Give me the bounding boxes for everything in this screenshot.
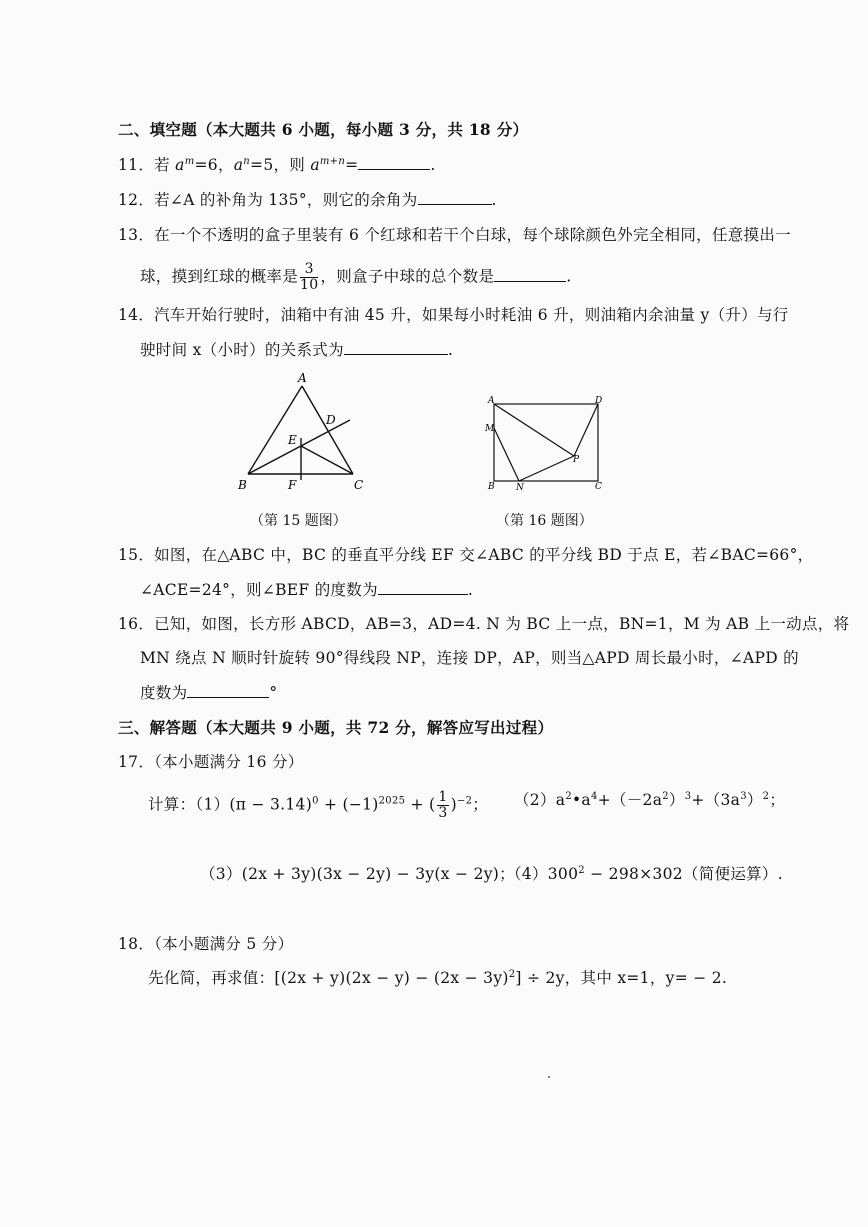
q15-end: . (467, 581, 474, 599)
q17-score: （本小题满分 16 分） (154, 753, 304, 771)
question-17 (118, 752, 304, 772)
q17-exponent: 0 (312, 795, 319, 807)
question-18 (118, 934, 293, 954)
q17-expr: ； (769, 791, 786, 809)
label-P: P (573, 455, 580, 465)
answer-blank[interactable] (418, 190, 492, 205)
answer-blank[interactable] (378, 580, 468, 595)
q14-end: . (447, 341, 454, 359)
label-D: D (326, 413, 336, 427)
segment-BD (248, 420, 350, 474)
question-16 (118, 614, 849, 634)
q17-label: 计算： (148, 795, 196, 814)
q18-exponent: 2 (508, 969, 516, 980)
q17-exponent: 2 (578, 865, 585, 876)
q17-expr: ) (450, 795, 457, 814)
label-E: E (288, 433, 297, 447)
q16-end: ° (269, 684, 278, 702)
question-17-part3 (200, 864, 515, 884)
segment-AB (248, 386, 302, 474)
q17-expr: ； (472, 795, 489, 814)
figure-15-caption: （第 15 题图） (250, 513, 347, 529)
q11-exp: m (184, 156, 195, 167)
q17-expr: （2）a (514, 791, 566, 809)
fraction-denominator: 10 (300, 277, 319, 293)
q11-text: 若 (154, 156, 176, 174)
q13-text: ，则盒子中球的总个数是 (320, 267, 495, 286)
q18-score: （本小题满分 5 分） (154, 935, 294, 953)
q11-text: = (345, 156, 359, 174)
fraction-numerator: 3 (300, 262, 318, 278)
q17-expr: +（3a (691, 791, 741, 809)
section-heading-solutions: 三、解答题（本大题共 9 小题，共 72 分，解答应写出过程） (118, 718, 554, 737)
q12-end: . (491, 191, 497, 209)
label-M: M (485, 424, 495, 434)
q11-exp: n (243, 156, 251, 167)
q17-exponent: 2025 (378, 795, 406, 807)
q16-text: 度数为 (140, 684, 188, 702)
q11-var: a (233, 156, 244, 174)
q18-expr: 先化简，再求值：[(2x + y)(2x − y) − (2x − 3y) (148, 969, 509, 987)
label-A: A (298, 371, 307, 385)
scan-speck (548, 1076, 550, 1078)
question-15-line2 (140, 580, 473, 600)
q14-text: 驶时间 x（小时）的关系式为 (140, 341, 344, 359)
q13-text: 在一个不透明的盒子里装有 6 个红球和若干个白球，每个球除颜色外完全相同，任意摸出一 (154, 226, 791, 244)
q16-text: MN 绕点 N 顺时针旋转 90°得线段 NP，连接 DP，AP，则当△APD 周长最小时，∠APD 的 (140, 649, 799, 667)
segment-NP (519, 456, 574, 481)
q17-expr: （1）(π − 3.14) (195, 795, 313, 814)
segment-AP (494, 404, 574, 456)
q13-text: 球，摸到红球的概率是 (140, 267, 299, 286)
q13-end: . (566, 267, 572, 286)
q17-exponent: −2 (456, 795, 473, 807)
q17-expr: （4）300 (506, 865, 579, 883)
fraction-numerator: 1 (438, 789, 448, 805)
q17-expr: ） (746, 791, 763, 809)
q17-expr: + (−1) (318, 795, 379, 814)
fraction (300, 262, 318, 293)
q16-text: 已知，如图，长方形 ABCD，AB=3，AD=4. N 为 BC 上一点，BN=1，M 为 AB 上一动点，将 (154, 615, 850, 633)
segment-DP (574, 404, 598, 456)
label-C: C (595, 482, 602, 492)
q17-exponent: 3 (684, 791, 692, 802)
figure-15-triangle (232, 368, 372, 496)
answer-blank[interactable] (358, 155, 430, 170)
q17-expr: （3）(2x + 3y)(3x − 2y) − 3y(x − 2y)； (200, 865, 515, 883)
q18-expr: ] ÷ 2y，其中 x=1，y= − 2. (515, 969, 728, 987)
question-14-line2 (140, 340, 453, 360)
q17-expr: − 298×302（简便运算）. (584, 865, 783, 883)
label-F: F (288, 478, 297, 492)
figure-16-caption: （第 16 题图） (496, 513, 593, 529)
question-17-part2 (514, 790, 785, 810)
answer-blank[interactable] (187, 683, 269, 698)
q11-var: a (175, 156, 185, 174)
question-11 (118, 155, 436, 175)
figure-16-rectangle (482, 392, 612, 496)
question-number: 12． (118, 191, 155, 209)
q14-text: 汽车开始行驶时，油箱中有油 45 升，如果每小时耗油 6 升，则油箱内余油量 y（升）与行 (154, 306, 789, 324)
question-number: 16． (118, 615, 155, 633)
q11-text: =5，则 (250, 156, 311, 174)
section-heading-fill-in: 二、填空题（本大题共 6 小题，每小题 3 分，共 18 分） (118, 120, 529, 139)
q17-exponent: 3 (740, 791, 747, 802)
q11-exp: m+n (319, 156, 346, 167)
q11-text: =6， (194, 156, 234, 174)
question-16-line2 (140, 648, 799, 668)
answer-blank[interactable] (344, 340, 448, 355)
q17-exponent: 2 (662, 791, 669, 802)
q15-text: 如图，在△ABC 中，BC 的垂直平分线 EF 交∠ABC 的平分线 BD 于点 E，若∠BAC=66°， (154, 546, 814, 564)
question-number: 11． (118, 156, 155, 174)
question-16-line3 (140, 683, 277, 703)
q11-var: a (310, 156, 320, 174)
question-17-part4 (506, 864, 783, 884)
q17-expr: •a (571, 791, 591, 809)
q15-text: ∠ACE=24°，则∠BEF 的度数为 (140, 581, 378, 599)
answer-blank[interactable] (494, 267, 566, 282)
question-18-body (148, 968, 727, 988)
label-N: N (516, 483, 524, 493)
question-number: 13． (118, 226, 155, 244)
q17-expr: ） (668, 791, 685, 809)
question-number: 17． (118, 753, 155, 771)
segment-MN (494, 428, 519, 481)
question-12 (118, 190, 497, 210)
rectangle-ABCD (494, 404, 598, 481)
label-A: A (488, 396, 495, 406)
question-17-part1 (148, 790, 488, 821)
q17-exponent: 2 (762, 791, 770, 802)
fraction (437, 790, 448, 821)
q17-exponent: 4 (590, 791, 598, 802)
question-15 (118, 545, 813, 565)
question-number: 15． (118, 546, 155, 564)
question-number: 18． (118, 935, 155, 953)
label-B: B (488, 482, 495, 492)
fraction-denominator: 3 (438, 805, 448, 821)
q12-text: 若∠A 的补角为 135°，则它的余角为 (154, 191, 418, 209)
question-13-line2 (140, 262, 571, 293)
q17-exponent: 2 (565, 791, 572, 802)
label-C: C (354, 478, 364, 492)
q17-expr: + ( (405, 795, 436, 814)
q11-end: . (430, 156, 436, 174)
question-13 (118, 225, 791, 245)
label-D: D (595, 396, 603, 406)
q17-expr: +（－2a (597, 791, 663, 809)
question-number: 14． (118, 306, 155, 324)
label-B: B (238, 478, 247, 492)
question-14 (118, 305, 789, 325)
